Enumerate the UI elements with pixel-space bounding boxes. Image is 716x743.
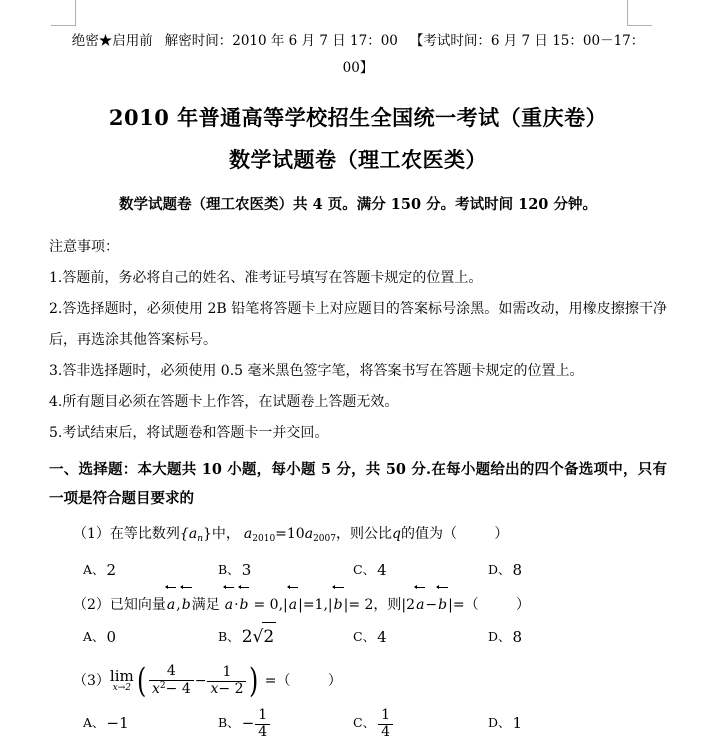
exam-time-continuation: 00】 bbox=[342, 60, 374, 76]
note-item: 3.答非选择题时，必须使用 0.5 毫米黑色签字笔，将答案书写在答题卡规定的位置上。 bbox=[49, 363, 584, 379]
option-a-key: A、 bbox=[83, 715, 105, 730]
note-item: 1.答题前，务必将自己的姓名、准考证号填写在答题卡规定的位置上。 bbox=[49, 270, 483, 286]
option-c-key: C、 bbox=[353, 715, 376, 730]
limit-operator bbox=[110, 669, 134, 693]
option-c-value: 4 bbox=[377, 627, 387, 646]
fraction-2 bbox=[207, 665, 246, 697]
option-b-key: B、 bbox=[218, 628, 240, 644]
vector-a-glyph: a bbox=[288, 590, 298, 620]
question-1-number: （1） bbox=[73, 526, 110, 542]
question-2-equals-two: |= 2 bbox=[343, 597, 374, 613]
question-2-options bbox=[49, 622, 667, 651]
option-d-value: 1 bbox=[512, 714, 523, 732]
question-2-equals-zero: = 0, bbox=[253, 597, 284, 613]
question-2-equals-one: |=1, bbox=[298, 597, 328, 613]
option-c[interactable] bbox=[353, 556, 488, 584]
option-b[interactable] bbox=[218, 556, 353, 584]
notes-title: 注意事项： bbox=[49, 239, 119, 255]
vector-b-glyph: b bbox=[181, 590, 192, 620]
radical-coefficient: 2 bbox=[241, 627, 253, 647]
option-c-value bbox=[377, 703, 394, 743]
option-c-denominator: 4 bbox=[378, 724, 393, 741]
question-3-paren-close: ） bbox=[327, 673, 342, 689]
option-a[interactable] bbox=[83, 622, 218, 651]
question-3-number: （3） bbox=[73, 673, 110, 689]
option-b-value bbox=[242, 703, 272, 743]
limit-subscript: x→2 bbox=[112, 683, 131, 693]
option-b[interactable] bbox=[218, 703, 353, 743]
question-1-paren-close: ） bbox=[494, 526, 509, 542]
minus-operator: − bbox=[194, 673, 207, 689]
fraction-1-numerator: 4 bbox=[166, 663, 176, 680]
option-c-numerator: 1 bbox=[381, 706, 390, 723]
radical-radicand: 2 bbox=[262, 622, 276, 651]
option-b-value bbox=[242, 622, 277, 651]
question-1-sequence-open: {a bbox=[179, 526, 198, 542]
vector-b-glyph: b bbox=[333, 590, 344, 620]
question-1-stem bbox=[49, 519, 667, 554]
limit-label: lim bbox=[109, 667, 134, 685]
option-a-key: A、 bbox=[83, 562, 105, 577]
note-item: 2.答选择题时，必须使用 2B 铅笔将答题卡上对应题目的答案标号涂黑。如需改动，用橡皮擦擦干净后，再选涂其他答案标号。 bbox=[49, 301, 667, 348]
vector-b-glyph: b bbox=[437, 590, 448, 620]
option-d[interactable] bbox=[488, 703, 623, 743]
question-2-stem bbox=[49, 590, 667, 620]
fraction-2-denominator: x− 2 bbox=[207, 681, 246, 698]
section-heading-multiple-choice: 一、选择题：本大题共 10 小题，每小题 5 分，共 50 分.在每小题给出的四个备选项中，只有一项是符合题目要求的 bbox=[49, 461, 667, 507]
radical-sign-icon: √ bbox=[252, 627, 264, 647]
right-paren-large: ) bbox=[249, 660, 259, 701]
option-d-key: D、 bbox=[488, 628, 511, 644]
paper-spec-line: 数学试题卷（理工农医类）共 4 页。满分 150 分。考试时间 120 分钟。 bbox=[119, 196, 597, 213]
question-2-dot-operator: · bbox=[234, 597, 239, 613]
vector-a-glyph: a bbox=[166, 590, 176, 620]
question-2-comma: , bbox=[176, 597, 181, 613]
exam-time-label: 【考试时间：6 月 7 日 15：00－17： bbox=[409, 33, 645, 49]
option-d[interactable] bbox=[488, 622, 623, 651]
option-b-sign: − bbox=[241, 714, 255, 732]
decrypt-time-label: 解密时间：2010 年 6 月 7 日 17：00 bbox=[164, 33, 398, 49]
left-paren-large: ( bbox=[136, 660, 147, 701]
question-3-options bbox=[49, 703, 667, 743]
note-item: 4.所有题目必须在答题卡上作答，在试题卷上答题无效。 bbox=[49, 394, 399, 410]
option-c-value: 4 bbox=[377, 561, 387, 579]
question-3-stem bbox=[49, 661, 667, 701]
option-d-value: 8 bbox=[512, 561, 523, 579]
vector-b-glyph: b bbox=[239, 590, 250, 620]
option-c-key: C、 bbox=[353, 628, 376, 644]
option-b-fraction bbox=[255, 708, 270, 740]
question-1-text-post: ，则公比 bbox=[335, 526, 392, 542]
question-1-text-pre: 在等比数列 bbox=[109, 526, 180, 542]
page-title: 2010 年普通高等学校招生全国统一考试（重庆卷） bbox=[108, 105, 608, 130]
question-2-bar-open: | bbox=[327, 597, 333, 613]
question-1-text-end: 的值为（ bbox=[400, 526, 457, 542]
question-2-paren-close: ） bbox=[515, 597, 530, 613]
option-b-numerator: 1 bbox=[258, 706, 268, 723]
question-2-text-1: 已知向量 bbox=[109, 597, 166, 613]
question-1-text-mid: 中， bbox=[211, 526, 240, 542]
option-a[interactable] bbox=[83, 703, 218, 743]
page-content bbox=[49, 0, 667, 743]
option-d-value: 8 bbox=[512, 627, 523, 646]
question-2-bar-open: | bbox=[401, 597, 407, 613]
fraction-1 bbox=[149, 664, 194, 697]
fraction-2-numerator: 1 bbox=[222, 663, 232, 680]
exam-header-line bbox=[49, 28, 667, 82]
question-1-options bbox=[49, 556, 667, 584]
option-c[interactable] bbox=[353, 703, 488, 743]
option-d[interactable] bbox=[488, 556, 623, 584]
option-d-key: D、 bbox=[488, 562, 511, 577]
question-1-sequence-index: n bbox=[197, 534, 203, 544]
option-a[interactable] bbox=[83, 556, 218, 584]
vector-a-glyph: a bbox=[224, 590, 234, 620]
option-a-value: 0 bbox=[106, 627, 117, 646]
question-2-text-3: ，则 bbox=[373, 597, 402, 613]
question-3-equals-end: =（ bbox=[264, 673, 291, 689]
fraction-1-denominator: $x^2- 4$ bbox=[149, 680, 194, 698]
option-b-denominator: 4 bbox=[255, 724, 270, 741]
question-2-equals-end: |=（ bbox=[448, 597, 479, 613]
option-b-value: 3 bbox=[241, 561, 252, 579]
option-d-key: D、 bbox=[488, 715, 511, 730]
question-1-variable-q: q bbox=[391, 526, 401, 542]
page-subtitle: 数学试题卷（理工农医类） bbox=[229, 147, 487, 172]
option-a-key: A、 bbox=[83, 628, 105, 644]
confidential-label: 绝密★启用前 bbox=[71, 33, 153, 49]
option-c[interactable] bbox=[353, 622, 488, 651]
note-item: 5.考试结束后，将试题卷和答题卡一并交回。 bbox=[49, 425, 329, 441]
question-2-text-2: 满足 bbox=[191, 597, 220, 613]
question-2-number: （2） bbox=[73, 597, 110, 613]
option-c-key: C、 bbox=[353, 562, 376, 577]
question-2-bar-open: | bbox=[283, 597, 288, 613]
vector-a-glyph: a bbox=[415, 590, 425, 620]
option-a-value: −1 bbox=[106, 714, 129, 732]
question-2-minus: − bbox=[425, 597, 438, 613]
notes-section bbox=[49, 232, 667, 449]
option-b-key: B、 bbox=[218, 562, 240, 577]
question-2-coefficient-2: 2 bbox=[406, 597, 416, 613]
question-1-equation: $a_{2010}=10a_{2007}$ bbox=[243, 526, 336, 544]
option-a-value: 2 bbox=[106, 561, 117, 579]
option-b[interactable] bbox=[218, 622, 353, 651]
option-c-fraction bbox=[378, 708, 393, 740]
option-b-key: B、 bbox=[218, 715, 240, 730]
question-1-sequence-close: } bbox=[202, 526, 212, 542]
